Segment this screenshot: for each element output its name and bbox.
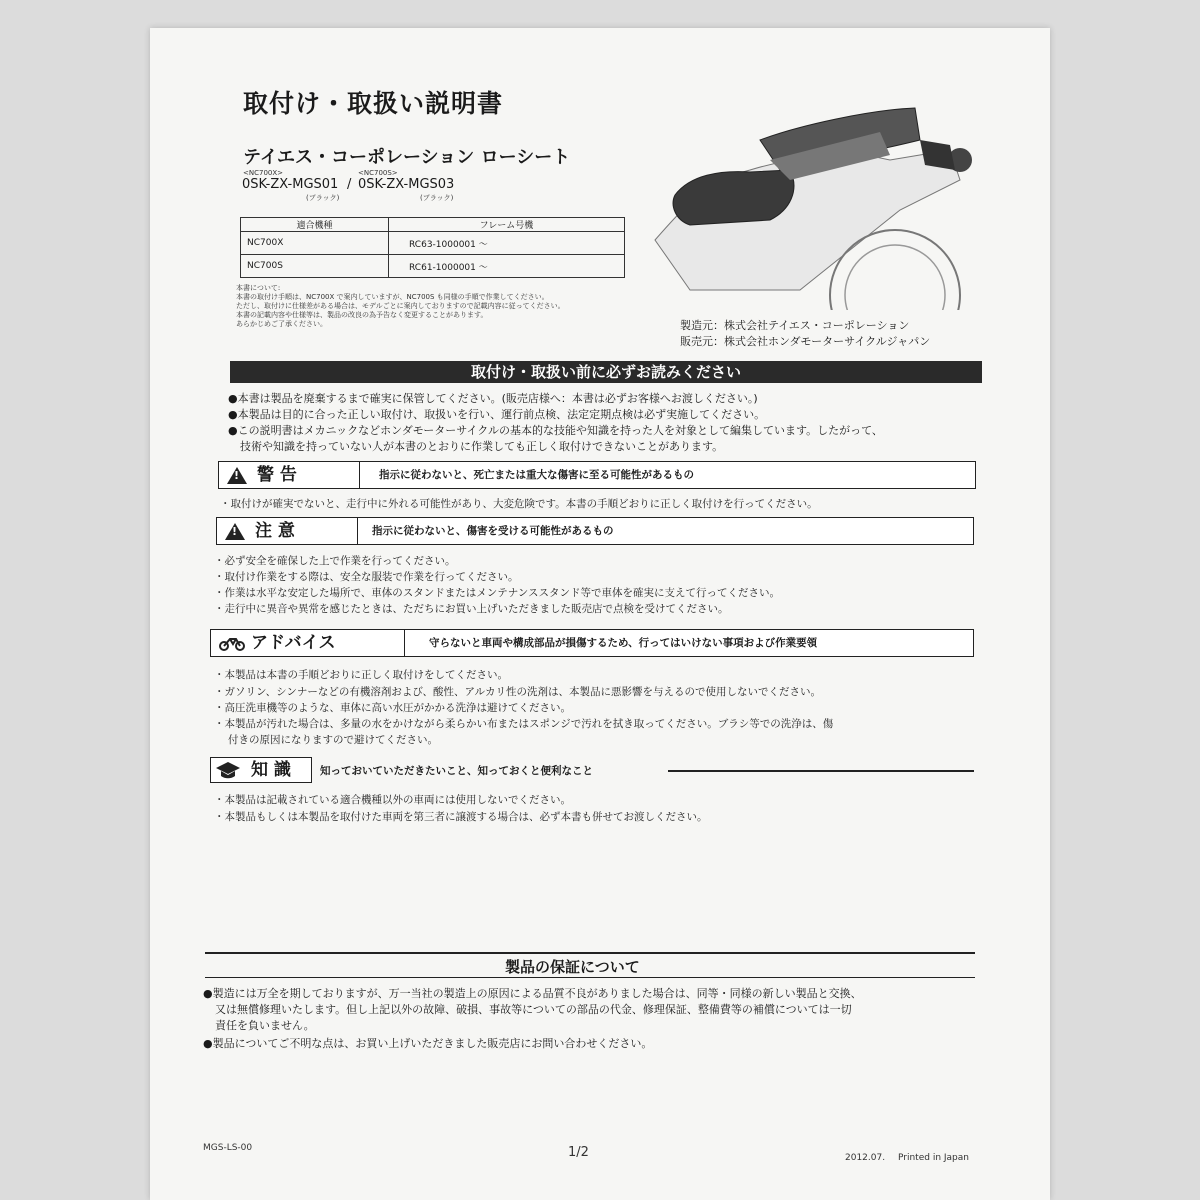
knowledge-desc: 知っておいていただきたいこと、知っておくと便利なこと: [320, 765, 593, 777]
about-notes: [236, 284, 626, 329]
caution-label-box: [217, 518, 358, 544]
must-read-banner: 取付け・取扱い前に必ずお読みください: [230, 361, 982, 383]
list-item: ・作業は水平な安定した場所で、車体のスタンドまたはメンテナンススタンド等で車体を確実に支えて行ってください。: [214, 587, 780, 599]
distributor: 販売元：株式会社ホンダモーターサイクルジャパン: [680, 335, 931, 348]
table-header-row: [241, 218, 625, 232]
list-item: ・本製品もしくは本製品を取付けた車両を第三者に譲渡する場合は、必ず本書も併せてお渡しください。: [214, 811, 708, 823]
page-number: 1/2: [568, 1145, 589, 1160]
note-line: 本書の取付け手順は、NC700X で案内していますが、NC700S も同様の手順で作業してください。: [236, 293, 549, 301]
caution-header: [216, 517, 974, 545]
caution-desc: 指示に従わないと、傷害を受ける可能性があるもの: [372, 525, 614, 537]
list-item: ・本製品が汚れた場合は、多量の水をかけながら柔らかい布またはスポンジで汚れを拭き取ってください。ブラシ等での洗浄は、傷: [214, 718, 834, 730]
list-item: ・取付け作業をする際は、安全な服装で作業を行ってください。: [214, 571, 519, 583]
model2-tag: <NC700S>: [358, 169, 398, 177]
model1-tag: <NC700X>: [243, 169, 284, 177]
list-item: ●本製品は目的に合った正しい取付け、取扱いを行い、運行前点検、法定定期点検は必ず実施してください。: [228, 408, 766, 421]
list-item: ・高圧洗車機等のような、車体に高い水圧がかかる洗浄は避けてください。: [214, 702, 571, 714]
table-cell: NC700X: [241, 232, 389, 255]
note-line: 本書の記載内容や仕様等は、製品の改良の為予告なく変更することがあります。: [236, 311, 488, 319]
table-header-cell: 適合機種: [241, 218, 389, 232]
advice-desc: 守らないと車両や構成部品が損傷するため、行ってはいけない事項および作業要領: [429, 637, 818, 649]
doc-code: MGS-LS-00: [203, 1143, 253, 1153]
print-date: 2012.07.: [845, 1153, 886, 1163]
model2-color: (ブラック): [420, 194, 454, 202]
note-line: 本書について:: [236, 284, 281, 292]
note-line: あらかじめご了承ください。: [236, 320, 327, 328]
warning-label: 警 告: [257, 465, 297, 485]
list-item: ●製品についてご不明な点は、お買い上げいただきました販売店にお問い合わせください。: [203, 1037, 653, 1050]
table-cell: RC63-1000001 ～: [389, 232, 625, 255]
warning-desc: 指示に従わないと、死亡または重大な傷害に至る可能性があるもの: [379, 469, 694, 481]
list-item: ●本書は製品を廃棄するまで確実に保管してください。(販売店様へ：本書は必ずお客様へお渡しください。): [228, 392, 758, 405]
graduation-cap-icon: [215, 761, 241, 779]
note-line: ただし、取付けに仕様差がある場合は、モデルごとに案内しておりますので記載内容に従ってください。: [236, 302, 565, 310]
product-name: テイエス・コーポレーション ローシート: [243, 147, 571, 168]
table-cell: NC700S: [241, 255, 389, 278]
list-item: ・必ず安全を確保した上で作業を行ってください。: [214, 555, 456, 567]
table-row: [241, 232, 625, 255]
knowledge-label-box: [210, 757, 312, 783]
guarantee-title: 製品の保証について: [505, 958, 640, 976]
list-item: 付きの原因になりますので避けてください。: [228, 734, 438, 746]
caution-label: 注 意: [255, 521, 295, 541]
motorcycle-icon: [219, 635, 245, 651]
warning-label-box: [219, 462, 360, 488]
model2-code: 0SK-ZX-MGS03: [358, 177, 455, 192]
model1-code: 0SK-ZX-MGS01: [242, 177, 339, 192]
table-row: [241, 255, 625, 278]
warning-header: [218, 461, 976, 489]
fitment-table: [240, 217, 625, 278]
list-item: ●この説明書はメカニックなどホンダモーターサイクルの基本的な技能や知識を持った人を対象として編集しています。したがって、: [228, 424, 883, 437]
guarantee-rule: [205, 952, 975, 954]
list-item: ・取付けが確実でないと、走行中に外れる可能性があり、大変危険です。本書の手順どおりに正しく取付けを行ってください。: [220, 498, 818, 510]
table-cell: RC61-1000001 ～: [389, 255, 625, 278]
list-item: ●製造には万全を期しておりますが、万一当社の製造上の原因による品質不良がありました場合は、同等・同様の新しい製品と交換、: [203, 987, 862, 1000]
list-item: ・本製品は記載されている適合機種以外の車両には使用しないでください。: [214, 794, 571, 806]
advice-header: [210, 629, 974, 657]
caution-triangle-icon: [225, 523, 245, 540]
warning-triangle-icon: [227, 467, 247, 484]
model-separator: /: [347, 177, 352, 192]
manufacturer: 製造元：株式会社テイエス・コーポレーション: [680, 319, 910, 332]
list-item: 技術や知識を持っていない人が本書のとおりに作業しても正しく取付けできないことがあります。: [240, 440, 724, 453]
advice-label: アドバイス: [251, 633, 336, 653]
list-item: ・ガソリン、シンナーなどの有機溶剤および、酸性、アルカリ性の洗剤は、本製品に悪影響を与えるので使用しないでください。: [214, 686, 822, 698]
knowledge-rule: [668, 770, 974, 772]
list-item: 又は無償修理いたします。但し上記以外の故障、破損、事故等についての部品の代金、修理保証、整備費等の補償については一切: [215, 1003, 852, 1016]
model1-color: (ブラック): [306, 194, 340, 202]
seat-illustration: [650, 100, 980, 310]
list-item: 責任を負いません。: [215, 1019, 315, 1032]
advice-label-box: [211, 630, 405, 656]
knowledge-label: 知 識: [251, 760, 291, 780]
printed-in: Printed in Japan: [898, 1153, 969, 1163]
list-item: ・本製品は本書の手順どおりに正しく取付けをしてください。: [214, 669, 508, 681]
list-item: ・走行中に異音や異常を感じたときは、ただちにお買い上げいただきました販売店で点検を受けてください。: [214, 603, 729, 615]
page-title: 取付け・取扱い説明書: [243, 89, 504, 118]
guarantee-rule-bottom: [205, 977, 975, 978]
table-header-cell: フレーム号機: [389, 218, 625, 232]
